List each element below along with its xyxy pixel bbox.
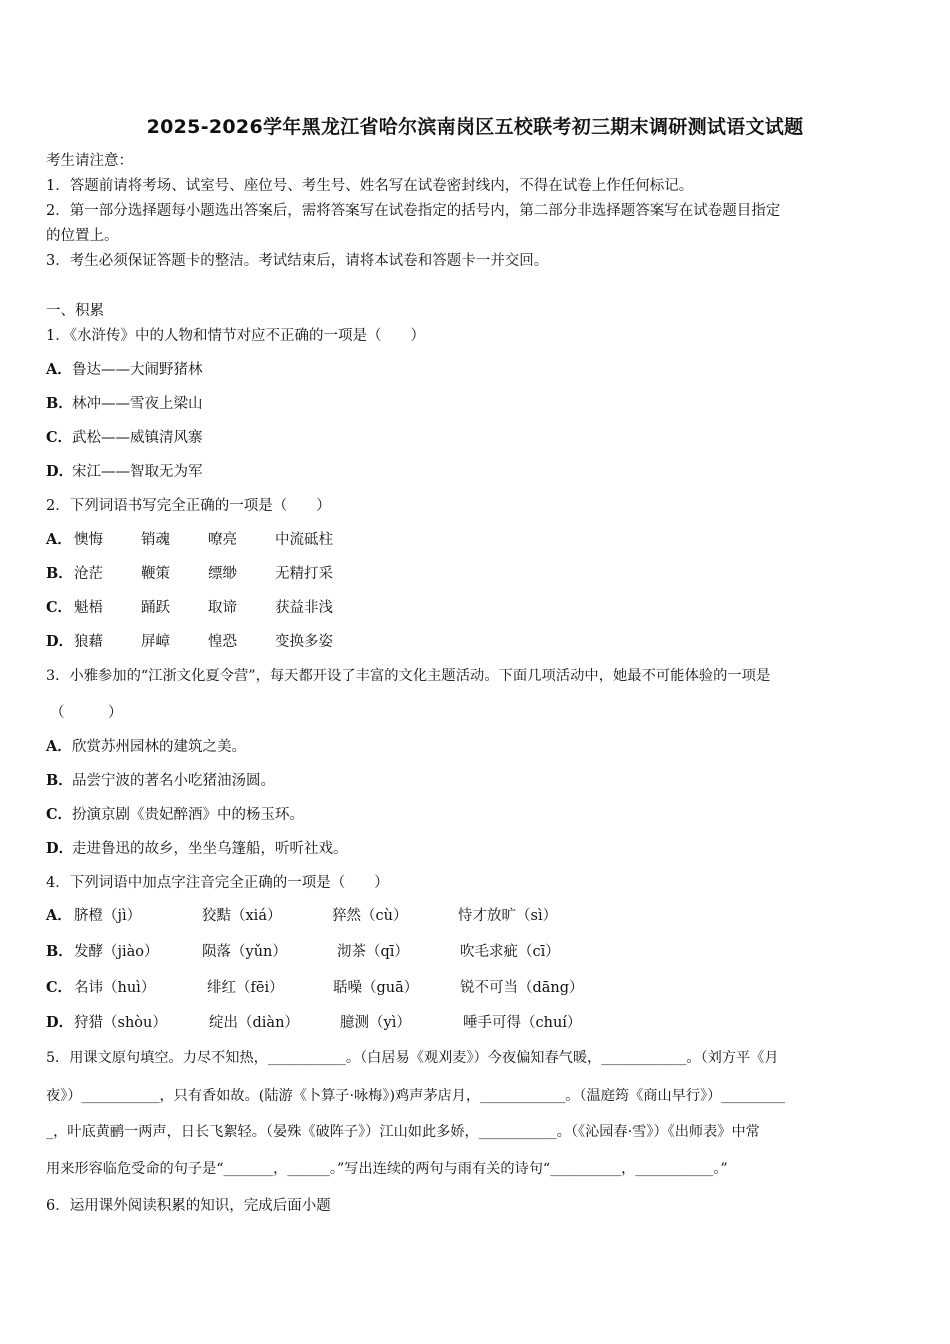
question-1-option-b: [46, 394, 203, 414]
question-4-stem: 4．下列词语中加点字注音完全正确的一项是（ ）: [46, 875, 389, 891]
question-2-stem: 2．下列词语书写完全正确的一项是（ ）: [46, 498, 331, 514]
option-word: 狩猎（shòu）: [74, 1015, 167, 1031]
question-3-option-a: [46, 737, 246, 757]
option-word: 沧茫: [74, 566, 103, 582]
option-letter: C．: [46, 979, 73, 996]
option-letter: D．: [46, 633, 74, 650]
option-letter: C．: [46, 806, 73, 823]
notice-heading: 考生请注意：: [46, 153, 133, 169]
notice-item: 3．考生必须保证答题卡的整洁。考试结束后，请将本试卷和答题卡一并交回。: [46, 253, 549, 269]
question-1-option-a: [46, 360, 203, 380]
option-letter: D．: [46, 1014, 74, 1031]
question-2-option-d: [46, 632, 72, 652]
option-word: 绯红（fēi）: [207, 980, 284, 996]
question-3-paren: （ ）: [50, 705, 123, 721]
option-word: 惶恐: [208, 634, 237, 650]
option-word: 唾手可得（chuí）: [463, 1015, 582, 1031]
option-word: 踊跃: [141, 600, 170, 616]
option-word: 脐橙（jì）: [74, 908, 142, 924]
section-heading: 一、积累: [46, 303, 104, 319]
option-letter: D．: [46, 840, 74, 857]
page-title: 2025-2026学年黑龙江省哈尔滨南岗区五校联考初三期末调研测试语文试题: [146, 116, 804, 138]
option-letter: C．: [46, 599, 73, 616]
option-letter: B．: [46, 565, 73, 582]
option-word: 狡黠（xiá）: [202, 908, 282, 924]
option-letter: A．: [46, 738, 72, 755]
option-letter: A．: [46, 361, 72, 378]
option-letter: B．: [46, 395, 73, 412]
question-5-line: 5．用课文原句填空。力尽不知热，___________。（白居易《观刈麦》）今夜偏知春气暖，____________。（刘方平《月: [46, 1050, 779, 1066]
question-5-line: _，叶底黄鹂一两声，日长飞絮轻。（晏殊《破阵子》）江山如此多娇，___________。（《沁园春·雪》）《出师表》中常: [46, 1124, 760, 1140]
question-1-stem: 1．《水浒传》中的人物和情节对应不正确的一项是（ ）: [46, 328, 425, 344]
option-text: 品尝宁波的著名小吃猪油汤圆。: [72, 773, 275, 789]
question-2-option-c: [46, 598, 72, 618]
option-text: 鲁达——大闹野猪林: [72, 362, 203, 378]
question-2-option-a: [46, 530, 72, 550]
question-5-line: 夜》）___________，只有香如故。(陆游《卜算子·咏梅》)鸡声茅店月，____________。（温庭筠《商山早行》）_________: [46, 1088, 786, 1104]
option-word: 猝然（cù）: [332, 908, 408, 924]
question-4-option-b: [46, 942, 72, 962]
option-word: 锐不可当（dāng）: [460, 980, 584, 996]
option-letter: B．: [46, 943, 73, 960]
option-text: 宋江——智取无为军: [72, 464, 203, 480]
notice-item: 2．第一部分选择题每小题选出答案后，需将答案写在试卷指定的括号内，第二部分非选择题答案写在试卷题目指定: [46, 203, 781, 219]
notice-item: 的位置上。: [46, 228, 119, 244]
option-text: 欣赏苏州园林的建筑之美。: [72, 739, 246, 755]
option-word: 嘹亮: [208, 532, 237, 548]
option-word: 狼藉: [74, 634, 103, 650]
option-word: 恃才放旷（sì）: [458, 908, 558, 924]
option-text: 林冲——雪夜上梁山: [72, 396, 203, 412]
option-word: 变换多姿: [275, 634, 333, 650]
option-word: 懊悔: [74, 532, 103, 548]
option-word: 绽出（diàn）: [209, 1015, 299, 1031]
question-3-option-d: [46, 839, 348, 859]
option-word: 获益非浅: [275, 600, 333, 616]
question-4-option-a: [46, 906, 72, 926]
option-word: 鞭策: [141, 566, 170, 582]
question-1-option-c: [46, 428, 203, 448]
option-text: 武松——威镇清风寨: [72, 430, 203, 446]
notice-item: 1．答题前请将考场、试室号、座位号、考生号、姓名写在试卷密封线内，不得在试卷上作任何标记。: [46, 178, 694, 194]
option-letter: D．: [46, 463, 74, 480]
option-text: 走进鲁迅的故乡，坐坐乌篷船，听听社戏。: [72, 841, 348, 857]
option-word: 无精打采: [275, 566, 333, 582]
option-letter: A．: [46, 907, 72, 924]
question-3-option-b: [46, 771, 275, 791]
option-word: 沏茶（qī）: [337, 944, 409, 960]
option-word: 发酵（jiào）: [74, 944, 159, 960]
question-2-option-b: [46, 564, 72, 584]
question-3-option-c: [46, 805, 304, 825]
question-4-option-d: [46, 1013, 72, 1033]
option-text: 扮演京剧《贵妃醉酒》中的杨玉环。: [72, 807, 304, 823]
option-word: 销魂: [141, 532, 170, 548]
question-6-stem: 6．运用课外阅读积累的知识，完成后面小题: [46, 1198, 331, 1214]
option-word: 陨落（yǔn）: [202, 944, 287, 960]
option-letter: A．: [46, 531, 72, 548]
option-word: 名讳（huì）: [74, 980, 156, 996]
option-word: 屏嶂: [141, 634, 170, 650]
option-letter: C．: [46, 429, 73, 446]
option-letter: B．: [46, 772, 73, 789]
question-5-line: 用来形容临危受命的句子是“_______，______。”写出连续的两句与雨有关的诗句“__________，___________。”: [46, 1161, 728, 1177]
option-word: 取谛: [208, 600, 237, 616]
option-word: 吹毛求疵（cī）: [460, 944, 560, 960]
question-3-stem: 3．小雅参加的“江浙文化夏令营”，每天都开设了丰富的文化主题活动。下面几项活动中，她最不可能体验的一项是: [46, 668, 771, 684]
question-1-option-d: [46, 462, 203, 482]
option-word: 聒噪（guā）: [333, 980, 419, 996]
question-4-option-c: [46, 978, 72, 998]
option-word: 缥缈: [208, 566, 237, 582]
option-word: 中流砥柱: [275, 532, 333, 548]
option-word: 臆测（yì）: [340, 1015, 411, 1031]
option-word: 魁梧: [74, 600, 103, 616]
